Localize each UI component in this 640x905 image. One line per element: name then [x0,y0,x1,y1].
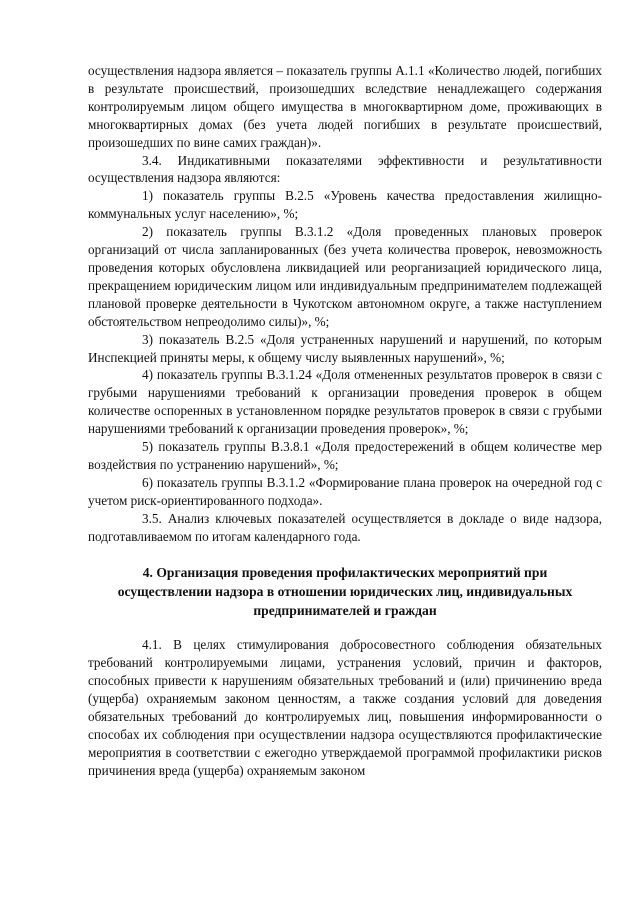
paragraph-continuation: осуществления надзора является – показатель группы А.1.1 «Количество людей, погибших в результате происшествий, произошедших вследствие ненадлежащего содержания контролируемым лицом общего имущества в многоквартирном доме, проживающих в многоквартирных домах (без учета людей погибших в результате происшествий, произошедших по вине самих граждан)». [88,63,602,150]
paragraph-4-1: 4.1. В целях стимулирования добросовестного соблюдения обязательных требований контролируемыми лицами, устранения условий, причин и факторов, способных привести к нарушениям обязательных требований и (или) причинению вреда (ущерба) охраняемым законом ценностям, а также создания условий для доведения обязательных требований до контролируемых лиц, повышения информированности о способах их соблюдения при осуществлении надзора осуществляются профилактические мероприятия в соответствии с ежегодно утверждаемой программой профилактики рисков причинения вреда (ущерба) охраняемым законом [88,637,602,778]
indicator-item-2: 2) показатель группы В.3.1.2 «Доля проведенных плановых проверок организаций от числа запланированных (без учета количества проверок, невозможность проведения которых обусловлена ликвидацией или реорганизацией юридического лица, прекращением юридическим лицом или индивидуальным предпринимателем подлежащей плановой проверке деятельности в Чукотском автономном округе, а также наступлением обстоятельством непреодолимо силы)», %; [88,224,602,329]
spacer [88,545,602,563]
paragraph-3-5: 3.5. Анализ ключевых показателей осуществляется в докладе о виде надзора, подготавливаемом по итогам календарного года. [88,510,602,544]
section-heading: 4. Организация проведения профилактических мероприятий при осуществлении надзора в отношении юридических лиц, индивидуальных предпринимателей и граждан [117,565,573,619]
spacer [88,620,602,636]
indicator-item-6: 6) показатель группы В.3.1.2 «Формирование плана проверок на очередной год с учетом риск-ориентированного подхода». [88,474,602,508]
paragraph-3-4: 3.4. Индикативными показателями эффективности и результативности осуществления надзора являются: [88,152,602,186]
indicator-item-4: 4) показатель группы В.3.1.24 «Доля отмененных результатов проверок в связи с грубыми нарушениями требований к организации проведения проверок в общем количестве оспоренных в установленном порядке результатов проверок в связи с грубыми нарушениями требований к организации проведения проверок», %; [88,367,602,437]
indicator-item-3: 3) показатель В.2.5 «Доля устраненных нарушений и нарушений, по которым Инспекцией приняты меры, к общему числу выявленных нарушений», %; [88,331,602,365]
indicator-item-5: 5) показатель группы В.3.8.1 «Доля предостережений в общем количестве мер воздействия по устранению нарушений», %; [88,439,602,472]
indicator-item-1: 1) показатель группы В.2.5 «Уровень качества предоставления жилищно-коммунальных услуг населению», %; [88,188,602,222]
document-body [88,62,602,780]
